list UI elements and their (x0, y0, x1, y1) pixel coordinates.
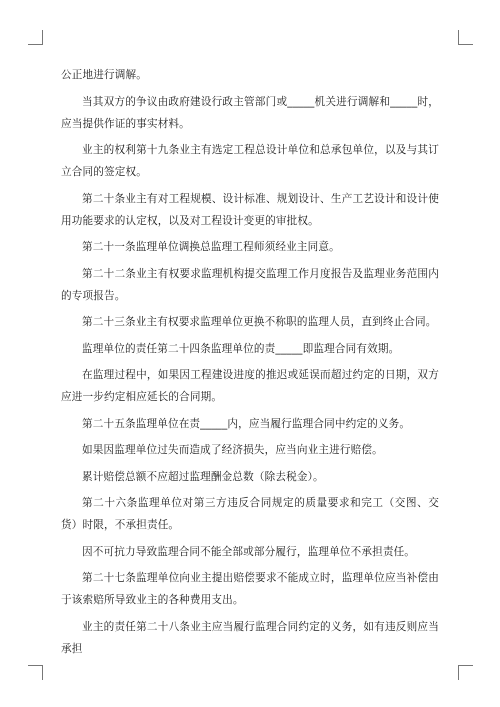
paragraph-2: 当其双方的争议由政府建设行政主管部门或_____机关进行调解和_____时，应当提供作证的事实材料。 (61, 95, 439, 130)
paragraph-11: 如果因监理单位过失而造成了经济损失，应当向业主进行赔偿。 (82, 444, 383, 456)
paragraph-10: 第二十五条监理单位在责_____内，应当履行监理合同中约定的义务。 (82, 417, 411, 430)
paragraph-3: 业主的权利第十九条业主有选定工程总设计单位和总承包单位，以及与其订立合同的签定权。 (61, 144, 439, 178)
paragraph-14: 因不可抗力导致监理合同不能全部或部分履行，监理单位不承担责任。 (82, 545, 416, 558)
paragraph-15: 第二十七条监理单位向业主提出赔偿要求不能成立时，监理单位应当补偿由于该索赔所导致业主的各种费用支出。 (61, 572, 439, 606)
crop-mark-top-right (458, 30, 473, 45)
paragraph-5: 第二十一条监理单位调换总监理工程师须经业主同意。 (82, 241, 340, 253)
crop-mark-bottom-left (28, 665, 43, 680)
paragraph-7: 第二十三条业主有权要求监理单位更换不称职的监理人员，直到终止合同。 (82, 316, 437, 328)
paragraph-12: 累计赔偿总额不应超过监理酬金总数（除去税金）。 (82, 470, 324, 483)
paragraph-16: 业主的责任第二十八条业主应当履行监理合同约定的义务，如有违反则应当承担 (61, 620, 439, 655)
document-body (61, 64, 439, 664)
paragraph-4: 第二十条业主有对工程规模、设计标准、规划设计、生产工艺设计和设计使用功能要求的认定权，以及对工程设计变更的审批权。 (61, 192, 439, 227)
crop-mark-bottom-right (458, 665, 473, 680)
paragraph-9: 在监理过程中，如果因工程建设进度的推迟或延误而超过约定的日期，双方应进一步约定相应延长的合同期。 (61, 369, 439, 403)
paragraph-1: 公正地进行调解。 (61, 69, 147, 81)
paragraph-6: 第二十二条业主有权要求监理机构提交监理工作月度报告及监理业务范围内的专项报告。 (61, 267, 439, 302)
crop-mark-top-left (28, 30, 43, 45)
paragraph-8: 监理单位的责任第二十四条监理单位的责_____即监理合同有效期。 (82, 342, 400, 355)
paragraph-13: 第二十六条监理单位对第三方违反合同规定的质量要求和完工（交图、交货）时限，不承担责任。 (61, 497, 439, 531)
